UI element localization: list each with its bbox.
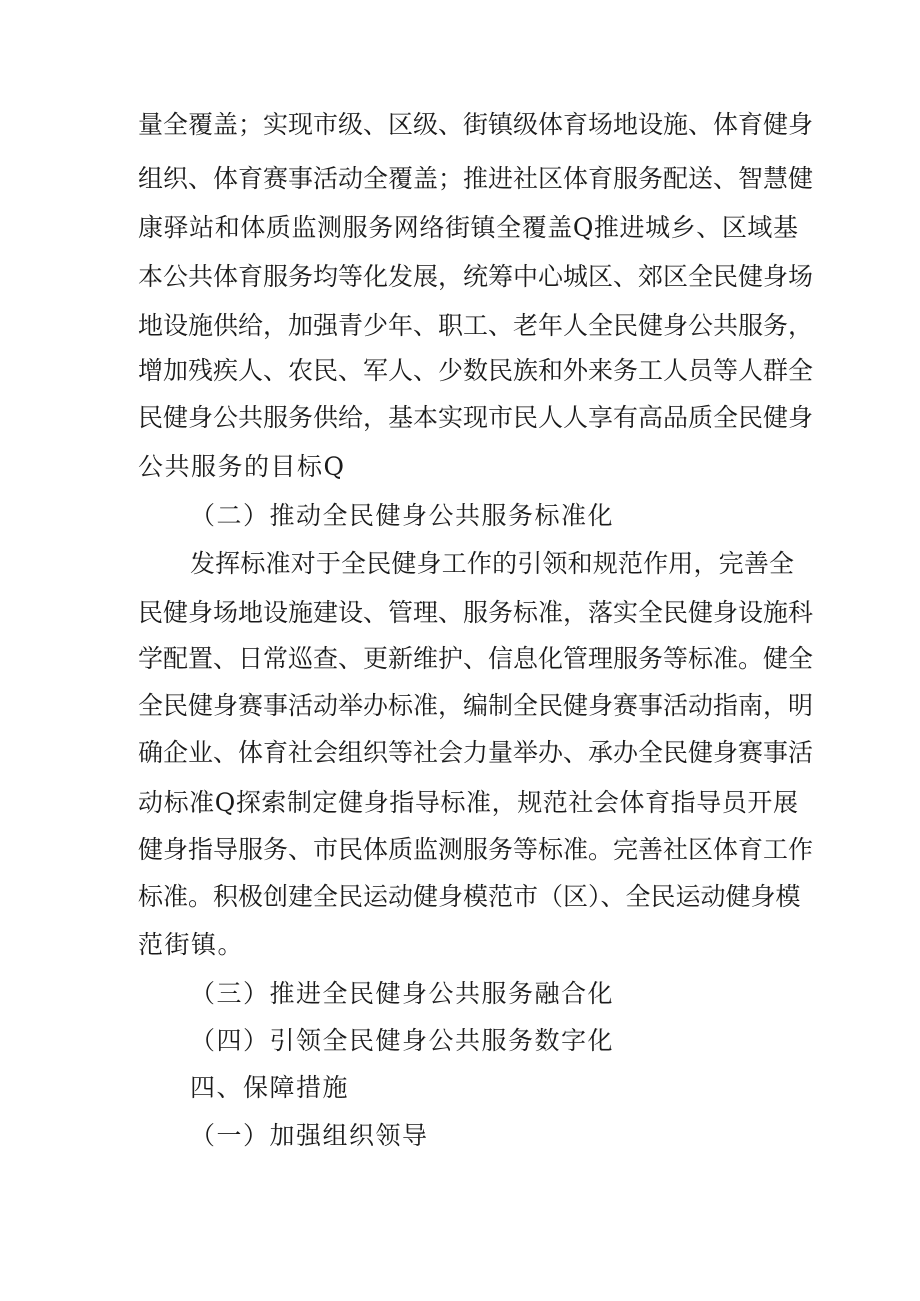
chapter-heading: 四、保障措施 (190, 1073, 350, 1102)
body-text-line: 健身指导服务、市民体质监测服务等标准。完善社区体育工作 (138, 835, 814, 864)
body-text-line: 民健身场地设施建设、管理、服务标准，落实全民健身设施科 (138, 598, 814, 627)
paragraph-first-line: 发挥标准对于全民健身工作的引领和规范作用，完善全 (190, 549, 794, 578)
body-text-line: 民健身公共服务供给，基本实现市民人人享有高品质全民健身 (138, 403, 814, 432)
body-text-line: 范街镇。 (138, 930, 245, 959)
body-text-line: 量全覆盖；实现市级、区级、街镇级体育场地设施、体育健身 (138, 110, 814, 139)
body-text-line: 康驿站和体质监测服务网络街镇全覆盖Q推进城乡、区域基 (138, 213, 798, 242)
body-text-line: 确企业、体育社会组织等社会力量举办、承办全民健身赛事活 (138, 738, 814, 767)
section-heading: （四）引领全民健身公共服务数字化 (190, 1026, 615, 1055)
body-text-line: 组织、体育赛事活动全覆盖；推进社区体育服务配送、智慧健 (138, 164, 814, 193)
body-text-line: 动标准Q探索制定健身指导标准，规范社会体育指导员开展 (138, 788, 798, 817)
body-text-line: 公共服务的目标Q (138, 452, 346, 481)
body-text-line: 学配置、日常巡查、更新维护、信息化管理服务等标准。健全 (138, 644, 814, 673)
body-text-line: 地设施供给，加强青少年、职工、老年人全民健身公共服务， (138, 311, 814, 340)
body-text-line: 全民健身赛事活动举办标准，编制全民健身赛事活动指南，明 (138, 691, 814, 720)
body-text-line: 本公共体育服务均等化发展，统筹中心城区、郊区全民健身场 (138, 262, 814, 291)
body-text-line: 增加残疾人、农民、军人、少数民族和外来务工人员等人群全 (138, 356, 814, 385)
body-text-line: 标准。积极创建全民运动健身模范市（区）、全民运动健身模 (138, 882, 801, 911)
section-heading: （三）推进全民健身公共服务融合化 (190, 979, 615, 1008)
section-heading: （二）推动全民健身公共服务标准化 (190, 501, 615, 530)
section-heading: （一）加强组织领导 (190, 1121, 429, 1150)
